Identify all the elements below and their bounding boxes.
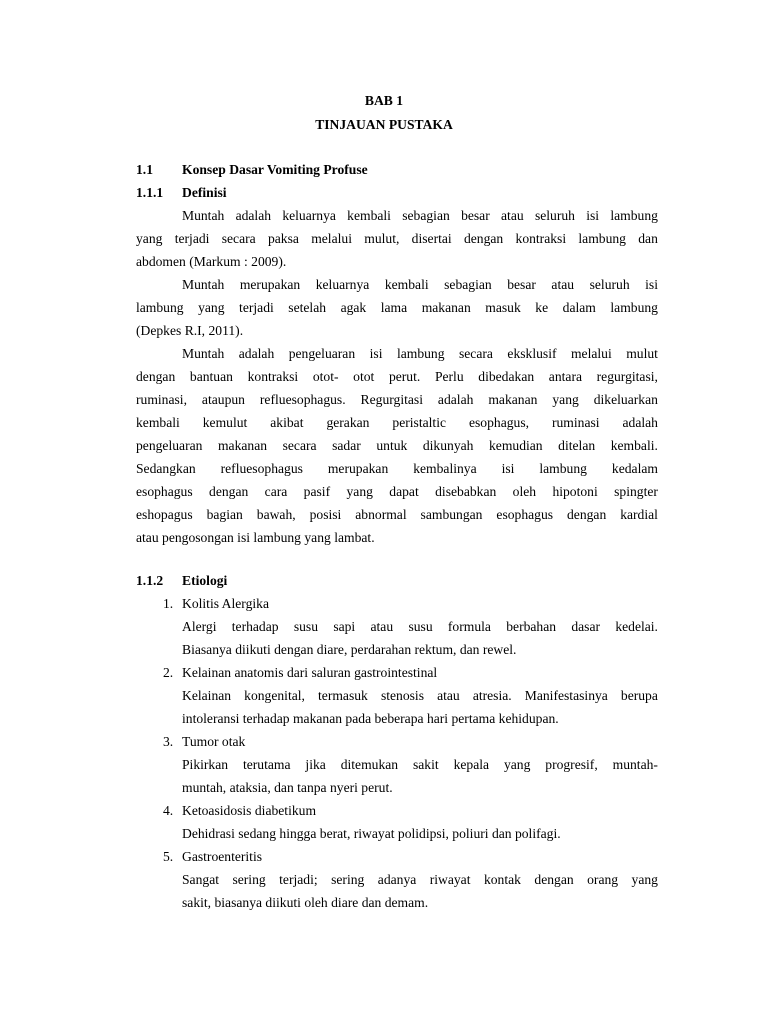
list-item-line: Dehidrasi sedang hingga berat, riwayat polidipsi, poliuri dan polifagi. [182, 826, 561, 841]
word: atau [437, 688, 460, 703]
word: masuk [485, 300, 521, 315]
paragraph-line [182, 208, 658, 224]
word: yang [552, 392, 579, 407]
word: setelah [288, 300, 327, 315]
subsection-title: Definisi [182, 185, 227, 200]
word: kedalam [611, 461, 658, 476]
chapter-heading: BAB 1 [364, 93, 404, 108]
word: posisi [309, 507, 342, 522]
word: terutama [242, 757, 291, 772]
paragraph-line: abdomen (Markum : 2009). [136, 254, 287, 269]
word: terjadi; [279, 872, 318, 887]
word: lambung [610, 300, 658, 315]
word: sebagian [402, 208, 450, 223]
word: adalah [235, 208, 272, 223]
word: yang [198, 300, 225, 315]
word: disertai [411, 231, 452, 246]
word: formula [447, 619, 491, 634]
word: kembali [347, 208, 391, 223]
word: kardial [620, 507, 658, 522]
word: adalah [238, 346, 275, 361]
list-item-title: Ketoasidosis diabetikum [182, 803, 317, 818]
word: kepala [453, 757, 490, 772]
paragraph-line [136, 438, 658, 454]
word: kontak [483, 872, 521, 887]
word: lambung [610, 208, 658, 223]
section-number: 1.1 [136, 162, 153, 177]
word: secara [221, 231, 256, 246]
list-item-line: intoleransi terhadap makanan pada beberapa hari pertama kehidupan. [182, 711, 559, 726]
chapter-title: TINJAUAN PUSTAKA [315, 117, 453, 132]
word: dengan [209, 484, 249, 499]
word: esophagus [496, 507, 554, 522]
word: seluruh [534, 208, 575, 223]
word: progresif, [545, 757, 598, 772]
word: sambungan [420, 507, 483, 522]
word: lama [380, 300, 408, 315]
word: adalah [437, 392, 474, 407]
word: peristaltic [392, 415, 447, 430]
word: ruminasi, [136, 392, 187, 407]
list-item-line: Biasanya diikuti dengan diare, perdarahan rektum, dan rewel. [182, 642, 517, 657]
subsection-number: 1.1.2 [136, 573, 164, 588]
word: yang [503, 757, 531, 772]
paragraph-line [136, 461, 658, 477]
word: kedelai. [615, 619, 658, 634]
word: sapi [333, 619, 356, 634]
word: dengan [463, 231, 504, 246]
word: kembali. [610, 438, 658, 453]
paragraph-line [182, 277, 658, 293]
word: berbahan [506, 619, 557, 634]
word: gerakan [326, 415, 370, 430]
list-item-title: Gastroenteritis [182, 849, 263, 864]
word: seluruh [589, 277, 630, 292]
word: bagian [206, 507, 243, 522]
word: kongenital, [244, 688, 305, 703]
paragraph-line: (Depkes R.I, 2011). [136, 323, 244, 338]
word: sadar [332, 438, 361, 453]
word: Kelainan [182, 688, 232, 703]
word: otot [353, 369, 375, 384]
word: agak [340, 300, 367, 315]
word: ditemukan [340, 757, 399, 772]
word: dengan [534, 872, 574, 887]
word: secara [282, 438, 317, 453]
word: kemulut [202, 415, 248, 430]
word: pengeluaran [288, 346, 356, 361]
word: melalui [570, 346, 612, 361]
list-item-line [182, 872, 658, 888]
list-item-line [182, 688, 658, 704]
list-item-number: 4. [163, 803, 174, 818]
list-item-number: 5. [163, 849, 174, 864]
word: kemudian [489, 438, 543, 453]
word: merupakan [239, 277, 301, 292]
word: mulut [626, 346, 658, 361]
word: yang [631, 872, 658, 887]
word: ditelan [558, 438, 596, 453]
word: otot- [312, 369, 339, 384]
list-item-title: Kolitis Alergika [182, 596, 269, 611]
word: susu [408, 619, 433, 634]
word: sering [232, 872, 266, 887]
paragraph-line [136, 231, 658, 247]
word: adalah [622, 415, 658, 430]
word: terjadi [174, 231, 210, 246]
word: atau [370, 619, 394, 634]
word: muntah- [612, 757, 658, 772]
word: eshopagus [136, 507, 193, 522]
word: dasar [571, 619, 601, 634]
word: Manifestasinya [524, 688, 608, 703]
word: atresia. [472, 688, 512, 703]
paragraph-line [136, 507, 658, 523]
word: Perlu [434, 369, 464, 384]
paragraph-line: atau pengosongan isi lambung yang lambat. [136, 530, 375, 545]
word: perut. [388, 369, 421, 384]
word: disebabkan [435, 484, 497, 499]
word: sebagian [444, 277, 492, 292]
word: refluesophagus [220, 461, 303, 476]
word: esophagus [136, 484, 193, 499]
word: besar [507, 277, 536, 292]
word: isi [586, 208, 600, 223]
word: oleh [512, 484, 537, 499]
word: lambung [539, 461, 587, 476]
subsection-title: Etiologi [182, 573, 228, 588]
word: cara [264, 484, 288, 499]
word: isi [645, 277, 658, 292]
word: lambung [136, 300, 184, 315]
word: pengeluaran [136, 438, 203, 453]
word: terjadi [239, 300, 274, 315]
list-item-number: 2. [163, 665, 174, 680]
word: kembali [136, 415, 180, 430]
paragraph-line [136, 392, 658, 408]
word: termasuk [318, 688, 368, 703]
word: dibedakan [478, 369, 535, 384]
word: dan [638, 231, 658, 246]
list-item-line [182, 757, 658, 773]
word: lambung [396, 346, 445, 361]
subsection-number: 1.1.1 [136, 185, 164, 200]
word: paksa [267, 231, 299, 246]
word: stenosis [380, 688, 424, 703]
word: melalui [311, 231, 352, 246]
word: ruminasi [551, 415, 600, 430]
word: esophagus, [468, 415, 530, 430]
word: makanan [421, 300, 471, 315]
word: atau [501, 208, 524, 223]
word: Pikirkan [182, 757, 229, 772]
list-item-line: muntah, ataksia, dan tanpa nyeri perut. [182, 780, 393, 795]
word: bawah, [256, 507, 296, 522]
word: kembalinya [413, 461, 477, 476]
word: makanan [217, 438, 268, 453]
word: sering [331, 872, 365, 887]
word: isi [369, 346, 383, 361]
word: keluarnya [282, 208, 336, 223]
section-title: Konsep Dasar Vomiting Profuse [182, 162, 368, 177]
paragraph-line [182, 346, 658, 362]
word: lambung [578, 231, 626, 246]
word: ataupun [201, 392, 245, 407]
word: pasif [303, 484, 331, 499]
word: regurgitasi, [596, 369, 658, 384]
word: Sangat [182, 872, 219, 887]
word: ke [535, 300, 549, 315]
word: abnormal [355, 507, 407, 522]
word: riwayat [429, 872, 471, 887]
word: dalam [562, 300, 596, 315]
word: Sedangkan [136, 461, 196, 476]
word: dengan [566, 507, 607, 522]
paragraph-line [136, 484, 658, 500]
word: merupakan [327, 461, 389, 476]
word: antara [548, 369, 582, 384]
word: mulut, [364, 231, 400, 246]
word: adanya [377, 872, 417, 887]
word: atau [551, 277, 575, 292]
word: eksklusif [507, 346, 557, 361]
word: kontraksi [515, 231, 567, 246]
word: dengan [136, 369, 176, 384]
list-item-line: sakit, biasanya diikuti oleh diare dan demam. [182, 895, 429, 910]
word: kontraksi [247, 369, 299, 384]
word: kembali [384, 277, 429, 292]
word: yang [136, 231, 163, 246]
list-item-number: 1. [163, 596, 174, 611]
word: spingter [614, 484, 658, 499]
word: terhadap [231, 619, 279, 634]
word: hipotoni [552, 484, 598, 499]
list-item-line [182, 619, 658, 635]
paragraph-line [136, 300, 658, 316]
word: Alergi [182, 619, 217, 634]
word: dikunyah [422, 438, 474, 453]
word: dapat [389, 484, 419, 499]
word: berupa [620, 688, 658, 703]
list-item-title: Kelainan anatomis dari saluran gastrointestinal [182, 665, 438, 680]
word: besar [461, 208, 490, 223]
word: sakit [412, 757, 439, 772]
word: yang [346, 484, 373, 499]
word: Muntah [182, 346, 225, 361]
word: Muntah [182, 208, 225, 223]
word: isi [501, 461, 515, 476]
paragraph-line [136, 415, 658, 431]
word: Muntah [182, 277, 225, 292]
list-item-title: Tumor otak [182, 734, 246, 749]
word: bantuan [189, 369, 233, 384]
word: secara [458, 346, 493, 361]
word: susu [293, 619, 319, 634]
word: keluarnya [315, 277, 370, 292]
word: untuk [376, 438, 408, 453]
paragraph-line [136, 369, 658, 385]
word: refluesophagus. [259, 392, 346, 407]
word: dikeluarkan [593, 392, 658, 407]
word: Regurgitasi [360, 392, 423, 407]
word: makanan [488, 392, 538, 407]
word: jika [305, 757, 326, 772]
word: akibat [270, 415, 304, 430]
list-item-number: 3. [163, 734, 174, 749]
word: orang [587, 872, 619, 887]
